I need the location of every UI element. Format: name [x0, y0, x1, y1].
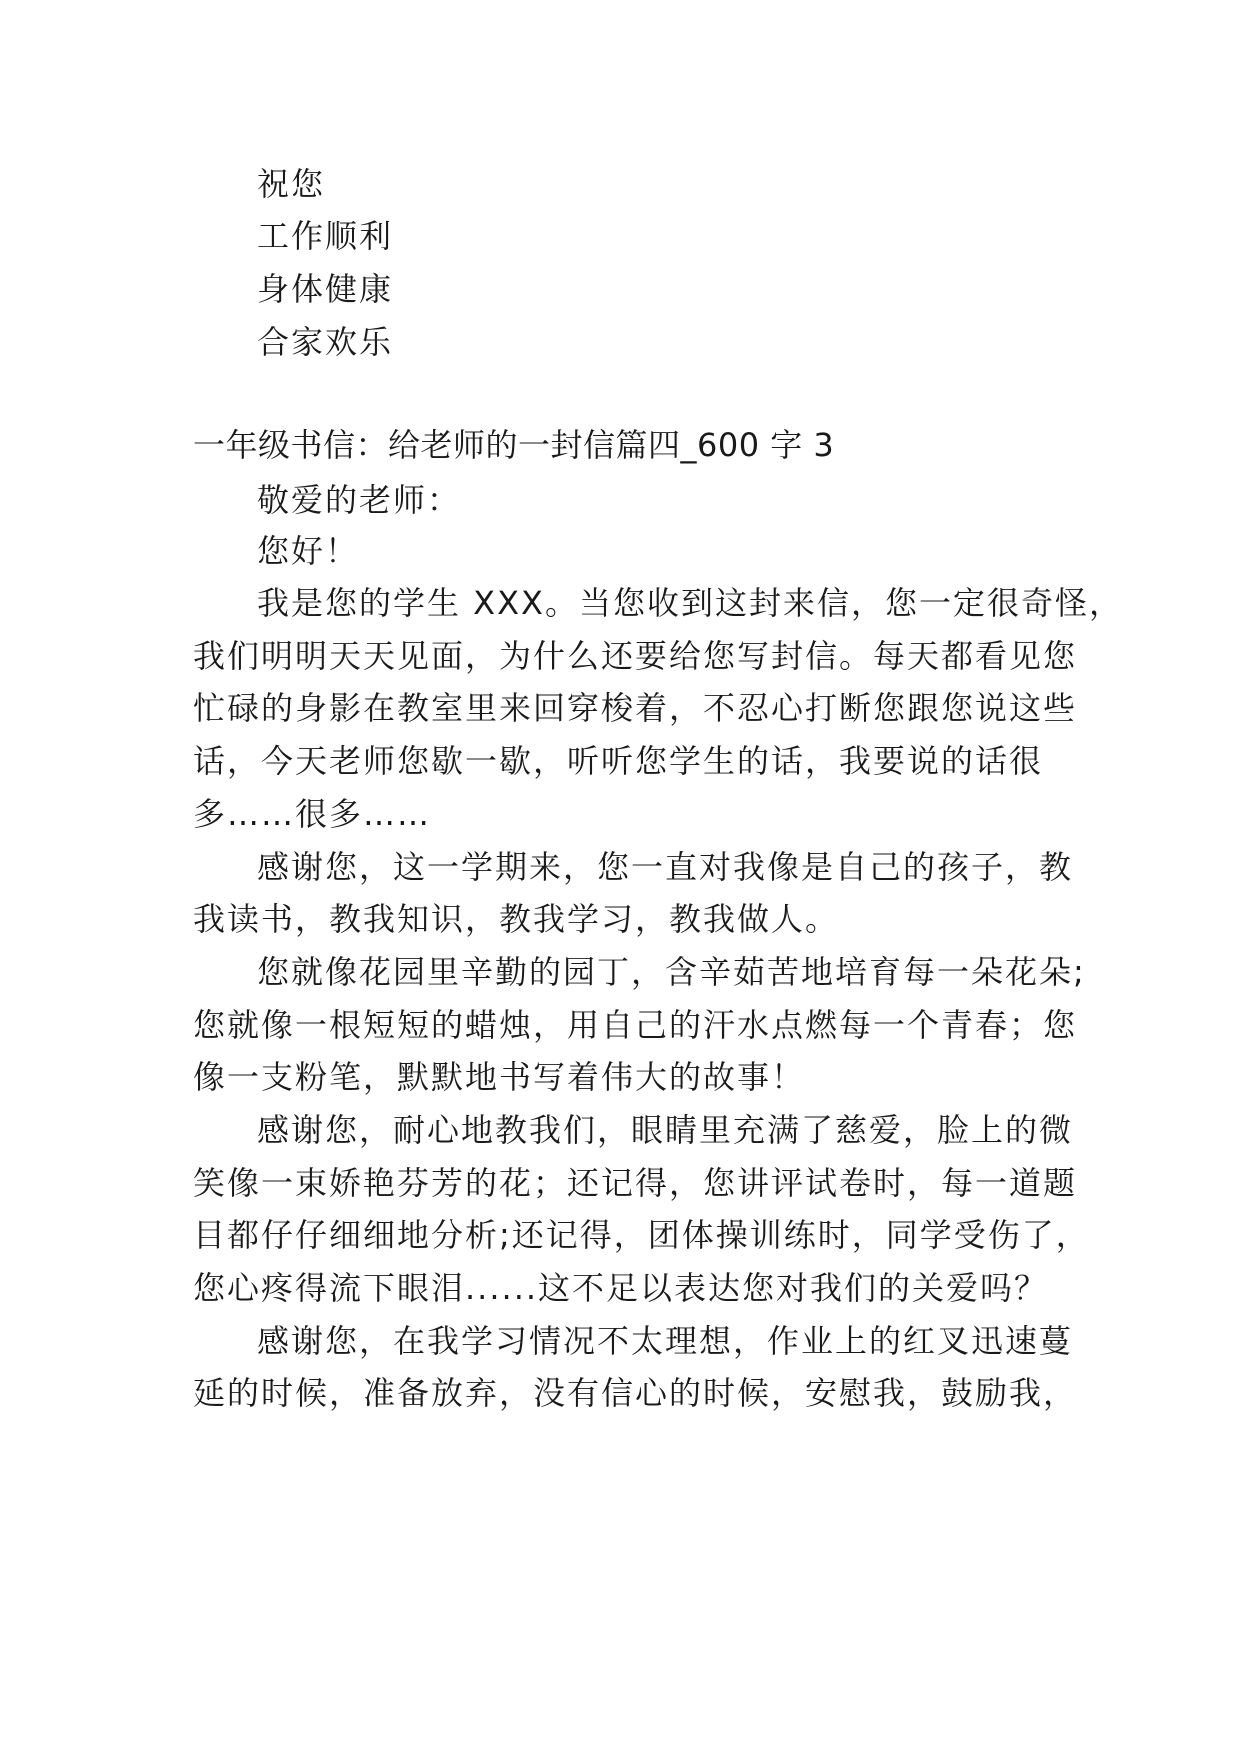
body-line: 多……很多…… — [193, 795, 432, 833]
closing-wish: 身体健康 — [257, 270, 394, 308]
closing-wish: 工作顺利 — [257, 217, 394, 255]
body-line: 您就像花园里辛勤的园丁，含辛茹苦地培育每一朵花朵; — [257, 953, 1086, 991]
body-line: 延的时候，准备放弃，没有信心的时候，安慰我，鼓励我， — [193, 1374, 1078, 1412]
body-line: 您心疼得流下眼泪......这不足以表达您对我们的关爱吗？ — [193, 1269, 1049, 1307]
body-line: 目都仔仔细细地分析;还记得，团体操训练时，同学受伤了， — [193, 1216, 1090, 1254]
body-line: 笑像一束娇艳芬芳的花；还记得，您讲评试卷时，每一道题 — [193, 1164, 1078, 1202]
body-line: 感谢您，耐心地教我们，眼睛里充满了慈爱，脸上的微 — [257, 1111, 1074, 1149]
hello-line: 您好！ — [257, 532, 360, 570]
body-line: 我读书，教我知识，教我学习，教我做人。 — [193, 900, 840, 938]
body-line: 忙碌的身影在教室里来回穿梭着，不忍心打断您跟您说这些 — [193, 689, 1078, 727]
body-line: 感谢您，这一学期来，您一直对我像是自己的孩子，教 — [257, 848, 1074, 886]
body-line: 我是您的学生 XXX。当您收到这封来信，您一定很奇怪， — [257, 584, 1123, 622]
closing-greeting: 祝您 — [257, 165, 326, 203]
salutation: 敬爱的老师： — [257, 481, 462, 519]
body-line: 我们明明天天见面，为什么还要给您写封信。每天都看见您 — [193, 637, 1078, 675]
section-title: 一年级书信：给老师的一封信篇四_600 字 3 — [193, 426, 835, 464]
body-line: 感谢您，在我学习情况不太理想，作业上的红叉迅速蔓 — [257, 1322, 1074, 1360]
body-line: 像一支粉笔，默默地书写着伟大的故事！ — [193, 1058, 806, 1096]
body-line: 您就像一根短短的蜡烛，用自己的汗水点燃每一个青春；您 — [193, 1006, 1078, 1044]
closing-wish: 合家欢乐 — [257, 323, 394, 361]
body-line: 话，今天老师您歇一歇，听听您学生的话，我要说的话很 — [193, 742, 1044, 780]
